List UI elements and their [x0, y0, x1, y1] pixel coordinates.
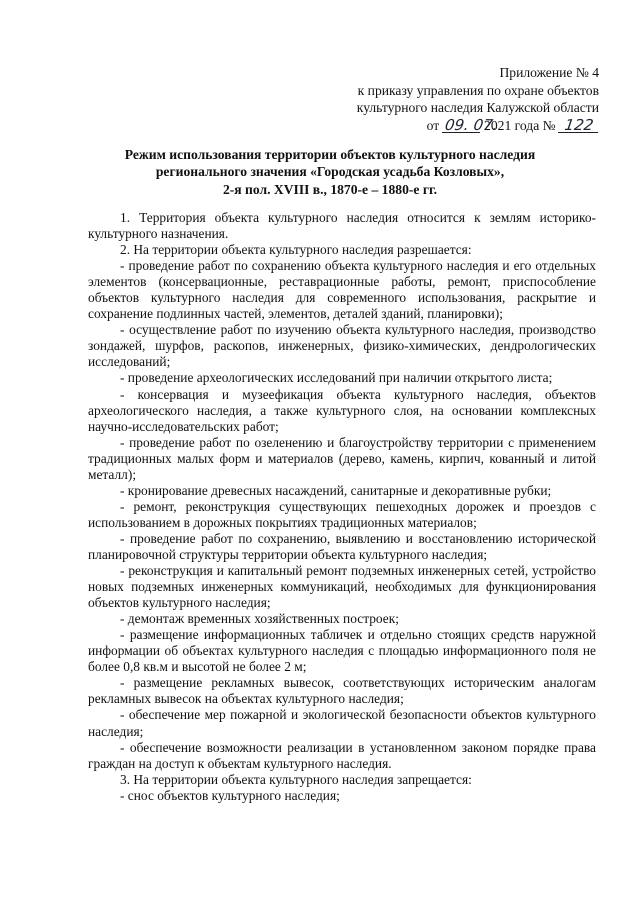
paragraph: - кронирование древесных насаждений, санитарные и декоративные рубки; [120, 482, 552, 498]
order-date-line [299, 117, 599, 135]
paragraph: - размещение рекламных вывесок, соответствующих историческим аналогам рекламных вывесок на объектах культурного наследия; [88, 675, 596, 707]
paragraph: - ремонт, реконструкция существующих пешеходных дорожек и проездов с использованием в дорожных покрытиях традиционных материалов; [88, 498, 596, 530]
paragraph: - проведение археологических исследований при наличии открытого листа; [120, 370, 553, 386]
document-body [88, 210, 596, 804]
paragraph: 2. На территории объекта культурного наследия разрешается: [120, 242, 472, 258]
paragraph: - обеспечение возможности реализации в установленном законом порядке права граждан на доступ к объектам культурного наследия. [88, 739, 596, 771]
handwritten-order-number: 122 [558, 118, 600, 133]
paragraph: - проведение работ по озеленению и благоустройству территории с применением традиционных малых форм и материалов (дерево, камень, кирпич, кованный и литой металл); [88, 434, 596, 482]
date-year: 2021 года № [484, 117, 556, 133]
issuing-authority: культурного наследия Калужской области [356, 100, 599, 116]
document-title [60, 146, 600, 198]
title-line-3: 2-я пол. XVIII в., 1870-е – 1880-е гг. [222, 181, 438, 197]
paragraph: - осуществление работ по изучению объекта культурного наследия, производство зондажей, шурфов, раскопов, инженерных, физико-химических, дендрологических исследований; [88, 322, 596, 370]
order-reference: к приказу управления по охране объектов [357, 82, 599, 98]
paragraph: - реконструкция и капитальный ремонт подземных инженерных сетей, устройство новых подземных инженерных коммуникаций, необходимых для функционирования объектов культурного наследия; [88, 563, 596, 611]
paragraph: - обеспечение мер пожарной и экологической безопасности объектов культурного наследия; [88, 707, 596, 739]
appendix-header [299, 64, 599, 134]
paragraph: - демонтаж временных хозяйственных построек; [120, 611, 399, 627]
paragraph: - проведение работ по сохранению, выявлению и восстановлению исторической планировочной структуры территории объекта культурного наследия; [88, 530, 596, 562]
paragraph: - консервация и музеефикация объекта культурного наследия, объектов археологического наследия, а также культурного слоя, на основании комплексных научно-исследовательских работ; [88, 386, 596, 434]
title-line-2: регионального значения «Городская усадьба Козловых», [155, 164, 505, 180]
paragraph: - размещение информационных табличек и отдельно стоящих средств наружной информации об объектах культурного наследия с площадью информационного поля не более 0,8 кв.м и высотой не более 2 м; [88, 627, 596, 675]
paragraph: 1. Территория объекта культурного наследия относится к землям историко-культурного назначения. [88, 210, 596, 242]
date-prefix: от [426, 117, 440, 133]
title-line-1: Режим использования территории объектов культурного наследия [124, 147, 536, 162]
paragraph: - снос объектов культурного наследия; [120, 787, 340, 803]
appendix-number: Приложение № 4 [499, 65, 599, 80]
handwritten-date: 09. 07. [443, 115, 499, 134]
paragraph: - проведение работ по сохранению объекта культурного наследия и его отдельных элементов (консервационные, реставрационные работы, ремонт, приспособление объектов культурного наследия для современного использования, раскрытие и сохранение подлинных частей, элементов, деталей зданий, планировки); [88, 258, 596, 322]
paragraph: 3. На территории объекта культурного наследия запрещается: [120, 771, 472, 787]
